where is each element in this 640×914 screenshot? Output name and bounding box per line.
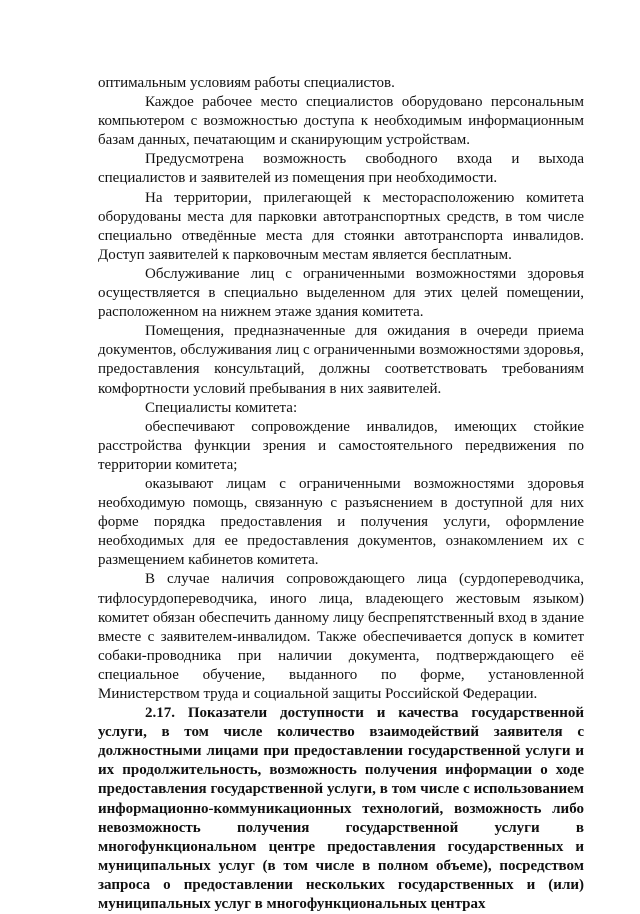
paragraph-parking: На территории, прилегающей к месторасположению комитета оборудованы места для парковки автотранспортных средств, в том числе специально отведённые места для стоянки автотранспорта инвалидов. Доступ заявителей к парковочным местам является бесплатным. xyxy=(98,189,584,263)
paragraph-disabled-service: Обслуживание лиц с ограниченными возможностями здоровья осуществляется в специально выделенном для этих целей помещении, расположенном на нижнем этаже здания комитета. xyxy=(98,265,584,321)
paragraph-assistance: оказывают лицам с ограниченными возможностями здоровья необходимую помощь, связанную с разъяснением в доступной для них форме порядка предоставления и получения услуги, оформление необходимых для ее предоставления документов, ознакомлением их с размещением кабинетов комитета. xyxy=(98,475,584,569)
paragraph-accompanying-person: В случае наличия сопровождающего лица (сурдопереводчика, тифлосурдопереводчика, иного лица, владеющего жестовым языком) комитет обязан обеспечить данному лицу беспрепятственный вход в здание вместе с заявителем-инвалидом. Также обеспечивается допуск в комитет собаки-проводника при наличии документа, подтверждающего её специальное обучение, выданного по форме, установленной Министерством труда и социальной защиты Российской Федерации. xyxy=(98,571,584,702)
paragraph-workstations: Каждое рабочее место специалистов оборудовано персональным компьютером с возможностью доступа к необходимым информационным базам данных, печатающим и сканирующим устройствам. xyxy=(98,94,584,149)
paragraph-specialists-heading: Специалисты комитета: xyxy=(145,399,298,416)
document-page xyxy=(98,74,584,914)
paragraph-waiting-rooms: Помещения, предназначенные для ожидания в очереди приема документов, обслуживания лиц с ограниченными возможностями здоровья, предоставления консультаций, должны соответствовать требованиям комфортности условий пребывания в них заявителей. xyxy=(98,323,584,397)
paragraph-entry-exit: Предусмотрена возможность свободного входа и выхода специалистов и заявителей из помещения при необходимости. xyxy=(98,151,584,187)
paragraph-escort: обеспечивают сопровождение инвалидов, имеющих стойкие расстройства функции зрения и самостоятельного передвижения по территории комитета; xyxy=(98,418,584,473)
paragraph-continuation: оптимальным условиям работы специалистов. xyxy=(98,75,395,91)
section-heading-2-17: 2.17. Показатели доступности и качества государственной услуги, в том числе количество взаимодействий заявителя с должностными лицами при предоставлении государственной услуги и их продолжительность, возможность получения информации о ходе предоставления государственной услуги, в том числе с использованием информационно-коммуникационных технологий, возможность либо невозможность получения государственной услуги в многофункциональном центре предоставления государственных и муниципальных услуг (в том числе в полном объеме), посредством запроса о предоставлении нескольких государственных и (или) муниципальных услуг в многофункциональных центрах xyxy=(98,705,584,913)
